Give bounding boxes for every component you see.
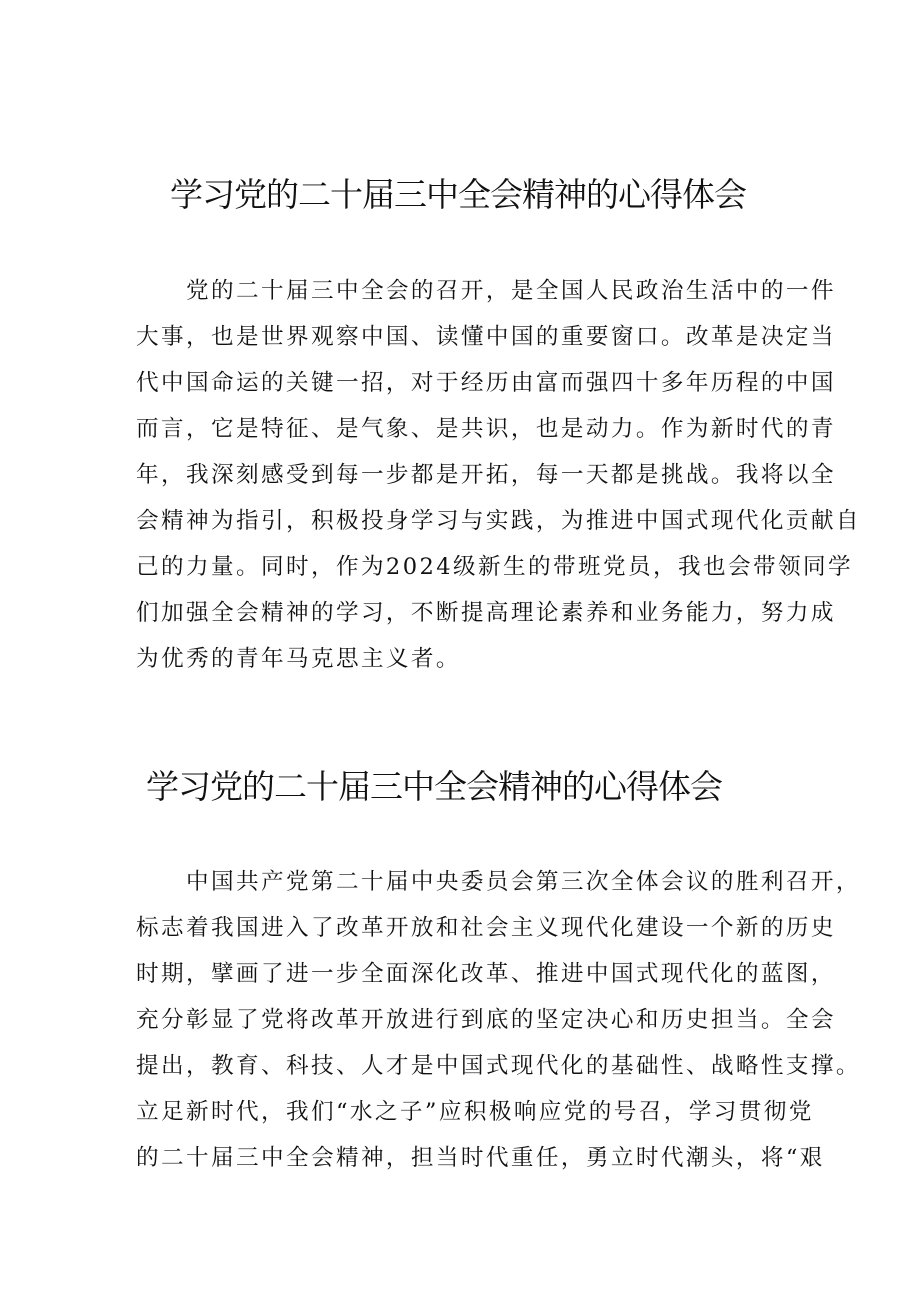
- section-2-body: [136, 859, 861, 1181]
- body-line: 充分彰显了党将改革开放进行到底的坚定决心和历史担当。全会: [136, 1007, 836, 1033]
- section-2-title: 学习党的二十届三中全会精神的心得体会: [146, 767, 722, 806]
- body-line: 己的力量。同时，作为2024级新生的带班党员，我也会带领同学: [136, 554, 853, 580]
- body-line: 时期，擘画了进一步全面深化改革、推进中国式现代化的蓝图，: [136, 961, 836, 987]
- body-line: 年，我深刻感受到每一步都是开拓，每一天都是挑战。我将以全: [136, 462, 836, 488]
- body-line: 会精神为指引，积极投身学习与实践，为推进中国式现代化贡献自: [136, 508, 861, 534]
- section-1-body: [136, 268, 861, 682]
- body-line: 的二十届三中全会精神，担当时代重任，勇立时代潮头，将“艰: [136, 1145, 825, 1171]
- body-line: 党的二十届三中全会的召开，是全国人民政治生活中的一件: [136, 278, 836, 304]
- body-line: 中国共产党第二十届中央委员会第三次全体会议的胜利召开，: [136, 869, 861, 895]
- body-line: 提出，教育、科技、人才是中国式现代化的基础性、战略性支撑。: [136, 1053, 861, 1079]
- section-1-title: 学习党的二十届三中全会精神的心得体会: [170, 175, 746, 214]
- body-line: 代中国命运的关键一招，对于经历由富而强四十多年历程的中国: [136, 370, 836, 396]
- body-line: 为优秀的青年马克思主义者。: [136, 646, 461, 672]
- body-line: 立足新时代，我们“水之子”应积极响应党的号召，学习贯彻党: [136, 1099, 814, 1125]
- body-line: 标志着我国进入了改革开放和社会主义现代化建设一个新的历史: [136, 915, 836, 941]
- body-line: 而言，它是特征、是气象、是共识，也是动力。作为新时代的青: [136, 416, 836, 442]
- body-line: 大事，也是世界观察中国、读懂中国的重要窗口。改革是决定当: [136, 324, 836, 350]
- body-line: 们加强全会精神的学习，不断提高理论素养和业务能力，努力成: [136, 600, 836, 626]
